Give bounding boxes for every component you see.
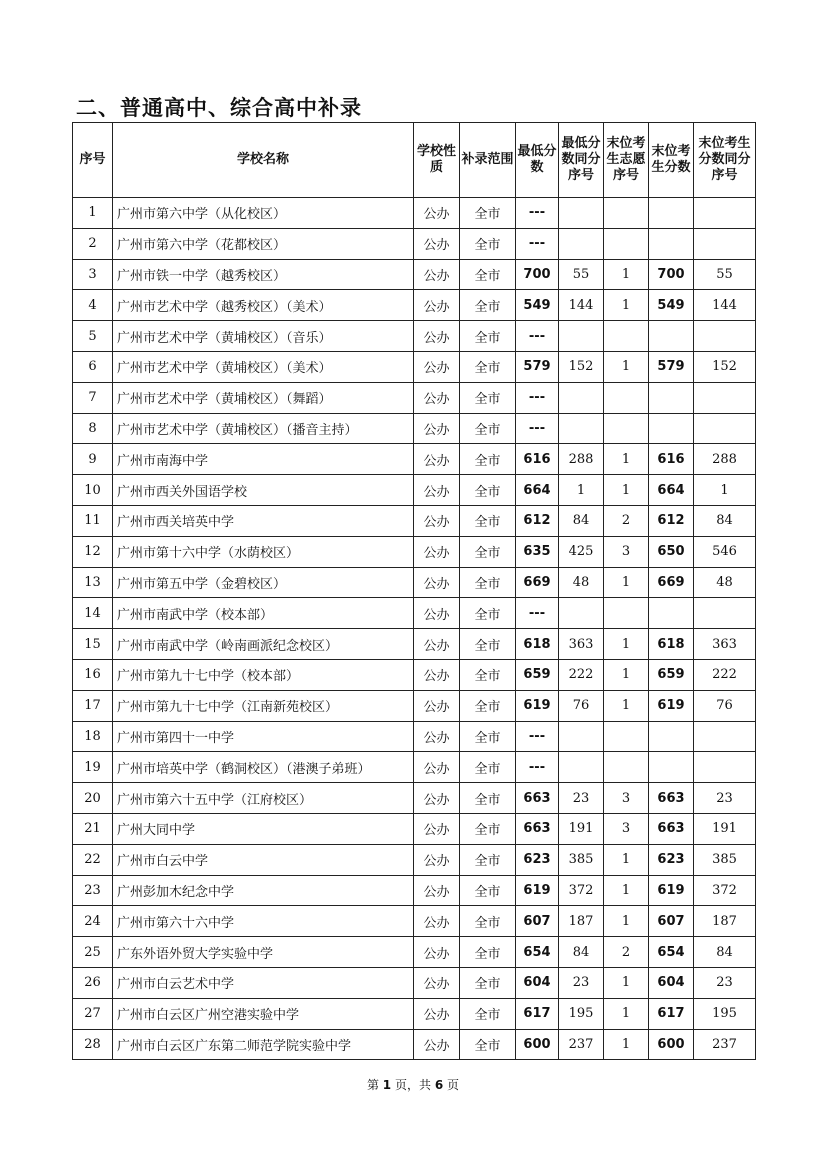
cell-school-name: 广州市第十六中学（水荫校区） [113,536,414,567]
header-min-score: 最低分数 [516,123,559,198]
cell-seq: 7 [73,382,113,413]
cell-last-rank: 222 [694,659,756,690]
table-row [73,659,756,690]
cell-school-nature: 公办 [414,321,460,352]
cell-min-score: 619 [516,690,559,721]
cell-school-nature: 公办 [414,505,460,536]
cell-school-nature: 公办 [414,813,460,844]
cell-last-score: 618 [649,629,694,660]
cell-min-score: --- [516,413,559,444]
table-body [73,198,756,1060]
cell-last-rank [694,382,756,413]
cell-last-wish [604,721,649,752]
cell-min-score: 579 [516,351,559,382]
cell-last-rank: 288 [694,444,756,475]
cell-min-rank: 195 [559,998,604,1029]
cell-last-wish: 1 [604,690,649,721]
cell-min-rank: 152 [559,351,604,382]
header-last-wish: 末位考生志愿序号 [604,123,649,198]
cell-school-nature: 公办 [414,259,460,290]
cell-last-wish: 3 [604,783,649,814]
table-row [73,413,756,444]
cell-last-rank: 144 [694,290,756,321]
cell-last-wish: 2 [604,505,649,536]
cell-school-nature: 公办 [414,351,460,382]
cell-last-rank: 84 [694,937,756,968]
cell-last-rank: 546 [694,536,756,567]
cell-scope: 全市 [460,351,516,382]
cell-last-score: 616 [649,444,694,475]
cell-last-wish: 1 [604,1029,649,1060]
table-row [73,721,756,752]
cell-scope: 全市 [460,259,516,290]
cell-seq: 16 [73,659,113,690]
cell-min-score: --- [516,321,559,352]
footer-prefix: 第 [366,1078,379,1092]
cell-school-name: 广州大同中学 [113,813,414,844]
cell-school-nature: 公办 [414,998,460,1029]
cell-min-rank [559,752,604,783]
cell-school-nature: 公办 [414,875,460,906]
cell-seq: 18 [73,721,113,752]
cell-min-rank: 23 [559,783,604,814]
table-row [73,690,756,721]
cell-min-rank: 237 [559,1029,604,1060]
cell-min-rank: 48 [559,567,604,598]
cell-seq: 27 [73,998,113,1029]
cell-scope: 全市 [460,413,516,444]
cell-last-rank: 372 [694,875,756,906]
table-row [73,1029,756,1060]
cell-school-nature: 公办 [414,475,460,506]
cell-last-score [649,198,694,229]
cell-school-nature: 公办 [414,752,460,783]
cell-min-score: --- [516,721,559,752]
table-row [73,475,756,506]
cell-school-name: 广州市第九十七中学（校本部） [113,659,414,690]
cell-last-wish: 1 [604,998,649,1029]
cell-last-rank: 152 [694,351,756,382]
cell-school-nature: 公办 [414,598,460,629]
cell-school-name: 广州市第四十一中学 [113,721,414,752]
cell-seq: 14 [73,598,113,629]
table-row [73,228,756,259]
cell-school-name: 广州市培英中学（鹤洞校区）（港澳子弟班） [113,752,414,783]
cell-last-wish [604,598,649,629]
cell-last-rank: 84 [694,505,756,536]
cell-school-name: 广东外语外贸大学实验中学 [113,937,414,968]
cell-min-rank: 187 [559,906,604,937]
cell-last-score: 579 [649,351,694,382]
cell-scope: 全市 [460,998,516,1029]
cell-seq: 22 [73,844,113,875]
footer-total-pages: 6 [434,1078,444,1092]
cell-min-score: --- [516,752,559,783]
cell-min-rank [559,413,604,444]
cell-scope: 全市 [460,475,516,506]
cell-school-nature: 公办 [414,844,460,875]
cell-school-name: 广州市铁一中学（越秀校区） [113,259,414,290]
cell-seq: 6 [73,351,113,382]
cell-last-score [649,413,694,444]
cell-last-wish: 1 [604,906,649,937]
table-row [73,875,756,906]
cell-school-nature: 公办 [414,690,460,721]
cell-last-rank [694,598,756,629]
cell-last-rank [694,321,756,352]
cell-last-wish [604,413,649,444]
cell-min-score: 612 [516,505,559,536]
cell-min-score: 623 [516,844,559,875]
cell-last-score: 664 [649,475,694,506]
table-row [73,505,756,536]
cell-last-wish: 1 [604,875,649,906]
cell-scope: 全市 [460,844,516,875]
cell-last-rank: 195 [694,998,756,1029]
cell-last-rank [694,752,756,783]
cell-last-wish: 1 [604,629,649,660]
cell-last-score [649,228,694,259]
cell-school-name: 广州市南武中学（校本部） [113,598,414,629]
cell-scope: 全市 [460,659,516,690]
cell-last-rank [694,198,756,229]
page-title: 二、普通高中、综合高中补录 [76,96,362,120]
cell-last-wish: 1 [604,444,649,475]
cell-min-rank: 363 [559,629,604,660]
cell-last-wish: 1 [604,567,649,598]
cell-school-name: 广州市南海中学 [113,444,414,475]
cell-min-rank: 23 [559,967,604,998]
cell-min-score: 700 [516,259,559,290]
table-row [73,813,756,844]
cell-scope: 全市 [460,967,516,998]
header-last-score: 末位考生分数 [649,123,694,198]
cell-school-name: 广州市第六十五中学（江府校区） [113,783,414,814]
cell-min-rank: 191 [559,813,604,844]
table-row [73,752,756,783]
cell-seq: 23 [73,875,113,906]
admission-table [72,122,756,1060]
cell-school-nature: 公办 [414,198,460,229]
cell-school-name: 广州市白云中学 [113,844,414,875]
cell-last-wish: 1 [604,659,649,690]
cell-last-wish: 1 [604,351,649,382]
table-row [73,598,756,629]
cell-scope: 全市 [460,875,516,906]
cell-min-score: 659 [516,659,559,690]
table-row [73,444,756,475]
cell-min-rank [559,228,604,259]
header-scope: 补录范围 [460,123,516,198]
cell-last-rank: 363 [694,629,756,660]
cell-scope: 全市 [460,321,516,352]
cell-seq: 21 [73,813,113,844]
cell-min-score: --- [516,598,559,629]
cell-last-wish: 1 [604,844,649,875]
cell-school-name: 广州市第五中学（金碧校区） [113,567,414,598]
cell-scope: 全市 [460,629,516,660]
footer-middle: 页，共 [394,1078,431,1092]
cell-last-wish: 3 [604,813,649,844]
cell-min-score: 654 [516,937,559,968]
cell-min-score: 617 [516,998,559,1029]
cell-min-score: 600 [516,1029,559,1060]
cell-school-name: 广州市第九十七中学（江南新苑校区） [113,690,414,721]
cell-school-name: 广州市白云艺术中学 [113,967,414,998]
header-seq: 序号 [73,123,113,198]
cell-min-rank [559,382,604,413]
cell-last-rank: 23 [694,783,756,814]
cell-seq: 17 [73,690,113,721]
cell-school-nature: 公办 [414,228,460,259]
cell-last-score: 663 [649,783,694,814]
cell-last-wish: 1 [604,259,649,290]
cell-school-nature: 公办 [414,906,460,937]
cell-last-score: 700 [649,259,694,290]
cell-school-nature: 公办 [414,567,460,598]
cell-last-score [649,598,694,629]
cell-last-score: 619 [649,875,694,906]
cell-school-name: 广州市西关培英中学 [113,505,414,536]
cell-school-name: 广州市南武中学（岭南画派纪念校区） [113,629,414,660]
table-header-row [73,123,756,198]
cell-seq: 20 [73,783,113,814]
cell-scope: 全市 [460,228,516,259]
cell-school-name: 广州市艺术中学（越秀校区）（美术） [113,290,414,321]
cell-last-rank: 76 [694,690,756,721]
cell-school-nature: 公办 [414,937,460,968]
cell-last-rank: 23 [694,967,756,998]
table-row [73,259,756,290]
cell-last-score [649,752,694,783]
cell-seq: 13 [73,567,113,598]
cell-school-nature: 公办 [414,967,460,998]
cell-min-score: 663 [516,813,559,844]
cell-school-name: 广州市第六中学（从化校区） [113,198,414,229]
cell-school-nature: 公办 [414,783,460,814]
cell-min-rank: 372 [559,875,604,906]
footer-page-number: 1 [382,1078,392,1092]
cell-last-wish: 2 [604,937,649,968]
cell-min-rank [559,598,604,629]
cell-seq: 4 [73,290,113,321]
cell-min-score: 618 [516,629,559,660]
cell-last-rank: 191 [694,813,756,844]
cell-last-score [649,382,694,413]
cell-min-score: --- [516,198,559,229]
cell-min-rank [559,198,604,229]
cell-seq: 3 [73,259,113,290]
cell-last-wish [604,198,649,229]
cell-min-score: 669 [516,567,559,598]
cell-min-rank: 55 [559,259,604,290]
cell-seq: 25 [73,937,113,968]
cell-min-score: 663 [516,783,559,814]
cell-scope: 全市 [460,567,516,598]
cell-min-score: 635 [516,536,559,567]
cell-last-wish: 1 [604,290,649,321]
cell-min-rank [559,721,604,752]
cell-scope: 全市 [460,937,516,968]
cell-school-name: 广州彭加木纪念中学 [113,875,414,906]
cell-last-score: 650 [649,536,694,567]
table-row [73,967,756,998]
cell-min-rank: 425 [559,536,604,567]
cell-last-rank [694,721,756,752]
table-row [73,567,756,598]
cell-min-rank: 84 [559,937,604,968]
cell-last-rank: 1 [694,475,756,506]
cell-school-name: 广州市西关外国语学校 [113,475,414,506]
header-school-nature: 学校性质 [414,123,460,198]
cell-last-score: 623 [649,844,694,875]
cell-last-wish [604,321,649,352]
cell-school-nature: 公办 [414,721,460,752]
cell-school-nature: 公办 [414,629,460,660]
table-row [73,783,756,814]
cell-min-rank: 222 [559,659,604,690]
cell-seq: 12 [73,536,113,567]
cell-scope: 全市 [460,690,516,721]
cell-last-rank: 48 [694,567,756,598]
cell-last-score: 549 [649,290,694,321]
cell-min-score: 549 [516,290,559,321]
cell-min-score: 619 [516,875,559,906]
header-school-name: 学校名称 [113,123,414,198]
cell-school-name: 广州市艺术中学（黄埔校区）（播音主持） [113,413,414,444]
cell-last-rank [694,413,756,444]
cell-last-rank: 55 [694,259,756,290]
cell-last-score [649,321,694,352]
cell-seq: 28 [73,1029,113,1060]
cell-seq: 26 [73,967,113,998]
cell-min-rank: 385 [559,844,604,875]
table-row [73,321,756,352]
cell-scope: 全市 [460,198,516,229]
cell-scope: 全市 [460,290,516,321]
cell-school-nature: 公办 [414,413,460,444]
cell-last-wish [604,382,649,413]
cell-last-wish [604,228,649,259]
cell-school-nature: 公办 [414,444,460,475]
cell-seq: 9 [73,444,113,475]
cell-scope: 全市 [460,752,516,783]
cell-min-rank: 144 [559,290,604,321]
cell-last-wish: 1 [604,967,649,998]
cell-last-score: 600 [649,1029,694,1060]
cell-scope: 全市 [460,598,516,629]
cell-last-score: 612 [649,505,694,536]
table-row [73,351,756,382]
cell-last-score: 659 [649,659,694,690]
cell-min-rank: 288 [559,444,604,475]
cell-school-name: 广州市艺术中学（黄埔校区）（音乐） [113,321,414,352]
cell-last-score: 654 [649,937,694,968]
cell-last-score: 663 [649,813,694,844]
header-min-rank: 最低分数同分序号 [559,123,604,198]
cell-scope: 全市 [460,906,516,937]
table-row [73,937,756,968]
cell-min-rank: 76 [559,690,604,721]
cell-seq: 11 [73,505,113,536]
cell-school-name: 广州市艺术中学（黄埔校区）（舞蹈） [113,382,414,413]
cell-last-rank: 237 [694,1029,756,1060]
cell-min-rank [559,321,604,352]
cell-scope: 全市 [460,382,516,413]
table-row [73,290,756,321]
cell-seq: 5 [73,321,113,352]
cell-last-score: 604 [649,967,694,998]
cell-last-rank [694,228,756,259]
cell-seq: 15 [73,629,113,660]
table-row [73,844,756,875]
cell-school-name: 广州市艺术中学（黄埔校区）（美术） [113,351,414,382]
cell-seq: 24 [73,906,113,937]
cell-last-rank: 187 [694,906,756,937]
cell-school-name: 广州市第六十六中学 [113,906,414,937]
cell-last-wish [604,752,649,783]
cell-min-score: 616 [516,444,559,475]
footer-suffix: 页 [447,1078,460,1092]
cell-last-score: 669 [649,567,694,598]
cell-min-score: 604 [516,967,559,998]
table-row [73,998,756,1029]
cell-school-name: 广州市白云区广东第二师范学院实验中学 [113,1029,414,1060]
cell-min-score: 664 [516,475,559,506]
cell-min-rank: 84 [559,505,604,536]
table-row [73,382,756,413]
cell-min-score: --- [516,228,559,259]
cell-min-rank: 1 [559,475,604,506]
cell-last-score [649,721,694,752]
cell-school-nature: 公办 [414,536,460,567]
cell-scope: 全市 [460,783,516,814]
cell-school-nature: 公办 [414,382,460,413]
table-row [73,536,756,567]
table-row [73,906,756,937]
cell-seq: 2 [73,228,113,259]
cell-last-score: 619 [649,690,694,721]
cell-last-wish: 1 [604,475,649,506]
cell-scope: 全市 [460,444,516,475]
cell-seq: 8 [73,413,113,444]
cell-scope: 全市 [460,1029,516,1060]
cell-school-nature: 公办 [414,290,460,321]
table-row [73,198,756,229]
cell-school-nature: 公办 [414,659,460,690]
cell-school-nature: 公办 [414,1029,460,1060]
cell-last-wish: 3 [604,536,649,567]
page-footer [0,1076,826,1093]
header-last-rank: 末位考生分数同分序号 [694,123,756,198]
cell-scope: 全市 [460,813,516,844]
cell-last-rank: 385 [694,844,756,875]
cell-seq: 10 [73,475,113,506]
cell-school-name: 广州市第六中学（花都校区） [113,228,414,259]
cell-scope: 全市 [460,721,516,752]
cell-seq: 19 [73,752,113,783]
cell-min-score: 607 [516,906,559,937]
cell-school-name: 广州市白云区广州空港实验中学 [113,998,414,1029]
cell-seq: 1 [73,198,113,229]
cell-scope: 全市 [460,505,516,536]
table-row [73,629,756,660]
cell-last-score: 617 [649,998,694,1029]
cell-scope: 全市 [460,536,516,567]
cell-min-score: --- [516,382,559,413]
cell-last-score: 607 [649,906,694,937]
